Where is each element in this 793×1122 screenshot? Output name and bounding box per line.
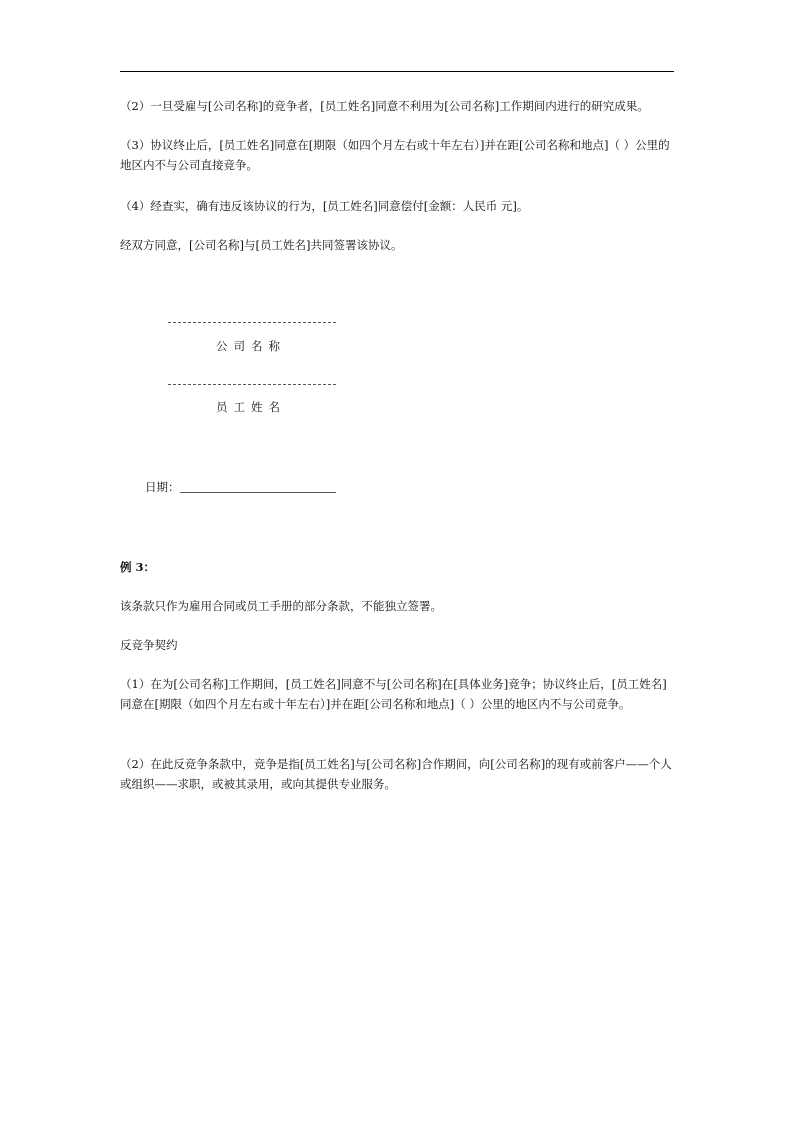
example-heading: 例 3： (120, 560, 156, 574)
clause-3: （3）协议终止后，[员工姓名]同意在[期限（如四个月左右或十年左右）]并在距[公司名称和地点]（ ）公里的地区内不与公司直接竞争。 (120, 138, 670, 172)
date-label: 日期： (145, 480, 180, 494)
contract-title: 反竞争契约 (120, 638, 178, 652)
agreement-sentence: 经双方同意，[公司名称]与[员工姓名]共同签署该协议。 (120, 238, 403, 252)
contract-clause-1: （1）在为[公司名称]工作期间，[员工姓名]同意不与[公司名称]在[具体业务]竞争；协议终止后，[员工姓名]同意在[期限（如四个月左右或十年左右）]并在距[公司名称和地点]（ ）公里的地区内不与公司竞争。 (120, 677, 667, 711)
clause-note: 该条款只作为雇用合同或员工手册的部分条款，不能独立签署。 (120, 599, 442, 613)
clause-4: （4）经查实，确有违反该协议的行为，[员工姓名]同意偿付[金额：人民币 元]。 (120, 199, 529, 213)
clause-2: （2）一旦受雇与[公司名称]的竞争者，[员工姓名]同意不利用为[公司名称]工作期间内进行的研究成果。 (120, 99, 649, 113)
employee-signature-label: 员工姓名 (216, 400, 286, 414)
company-signature-label: 公司名称 (216, 339, 286, 353)
company-signature-line (168, 322, 336, 323)
header-rule (120, 71, 674, 72)
date-line (180, 492, 336, 493)
employee-signature-line (168, 384, 336, 385)
contract-clause-2: （2）在此反竞争条款中，竞争是指[员工姓名]与[公司名称]合作期间，向[公司名称]的现有或前客户——个人或组织——求职，或被其录用，或向其提供专业服务。 (120, 757, 672, 791)
